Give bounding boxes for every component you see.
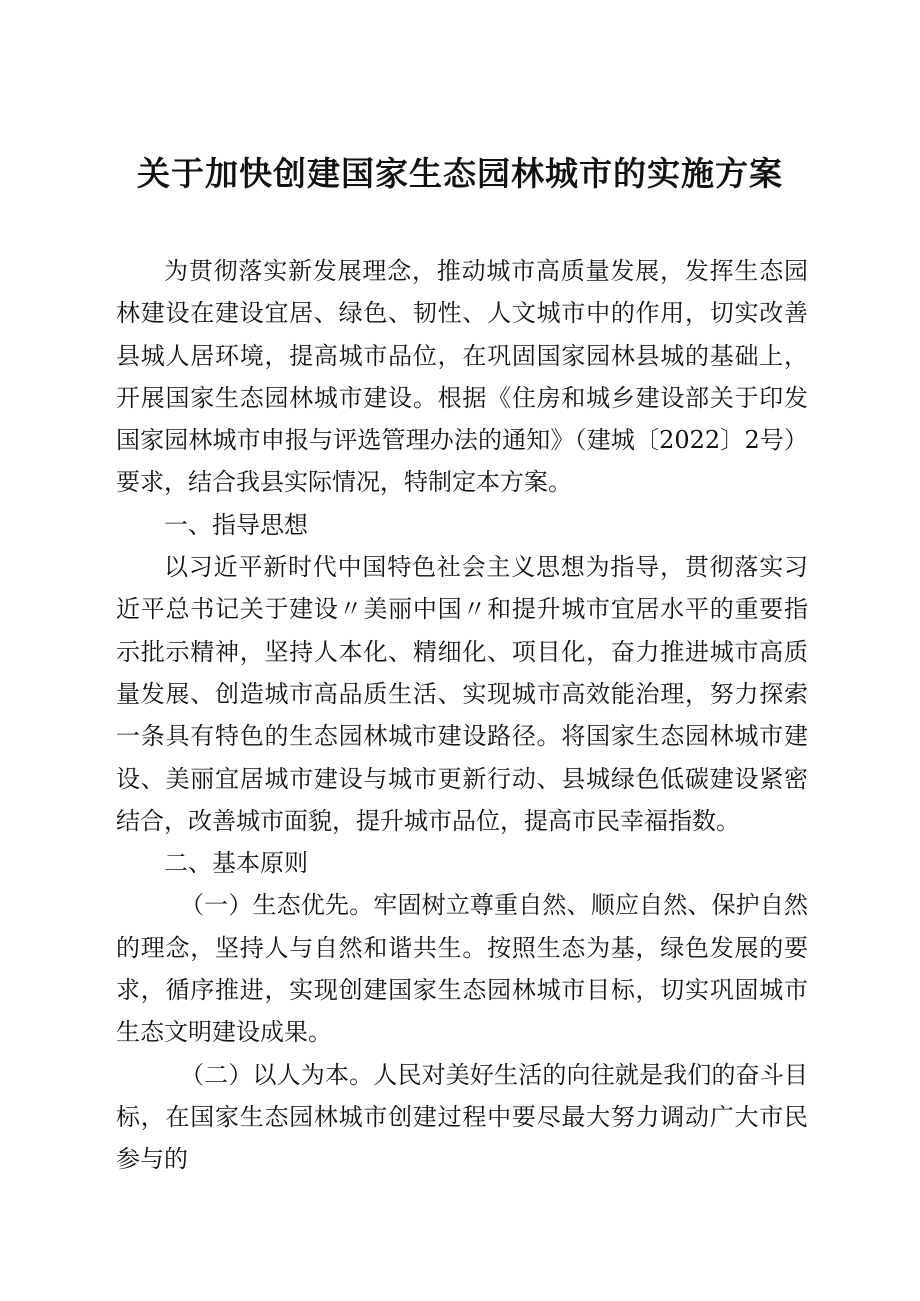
section-heading-guiding-ideology: 一、指导思想 — [164, 510, 308, 539]
document-title: 关于加快创建国家生态园林城市的实施方案 — [137, 154, 783, 193]
principle-people-oriented-paragraph: （二）以人为本。人民对美好生活的向往就是我们的奋斗目标，在国家生态园林城市创建过程中要尽最大努力调动广大市民参与的 — [116, 1060, 808, 1174]
principle-ecology-first-paragraph: （一）生态优先。牢固树立尊重自然、顺应自然、保护自然的理念，坚持人与自然和谐共生。按照生态为基，绿色发展的要求，循序推进，实现创建国家生态园林城市目标，切实巩固城市生态文明建设成果。 — [116, 891, 808, 1047]
document-body — [116, 250, 808, 1181]
intro-paragraph: 为贯彻落实新发展理念，推动城市高质量发展，发挥生态园林建设在建设宜居、绿色、韧性、人文城市中的作用，切实改善县城人居环境，提高城市品位，在巩固国家园林县城的基础上，开展国家生态园林城市建设。根据《住房和城乡建设部关于印发国家园林城市申报与评选管理办法的通知》（建城〔2022〕2号）要求，结合我县实际情况，特制定本方案。 — [116, 257, 808, 497]
section-heading-basic-principles: 二、基本原则 — [164, 849, 308, 878]
guiding-ideology-paragraph: 以习近平新时代中国特色社会主义思想为指导，贯彻落实习近平总书记关于建设〃美丽中国〃和提升城市宜居水平的重要指示批示精神，坚持人本化、精细化、项目化，奋力推进城市高质量发展、创造城市高品质生活、实现城市高效能治理，努力探索一条具有特色的生态园林城市建设路径。将国家生态园林城市建设、美丽宜居城市建设与城市更新行动、县城绿色低碳建设紧密结合，改善城市面貌，提升城市品位，提高市民幸福指数。 — [116, 553, 808, 835]
